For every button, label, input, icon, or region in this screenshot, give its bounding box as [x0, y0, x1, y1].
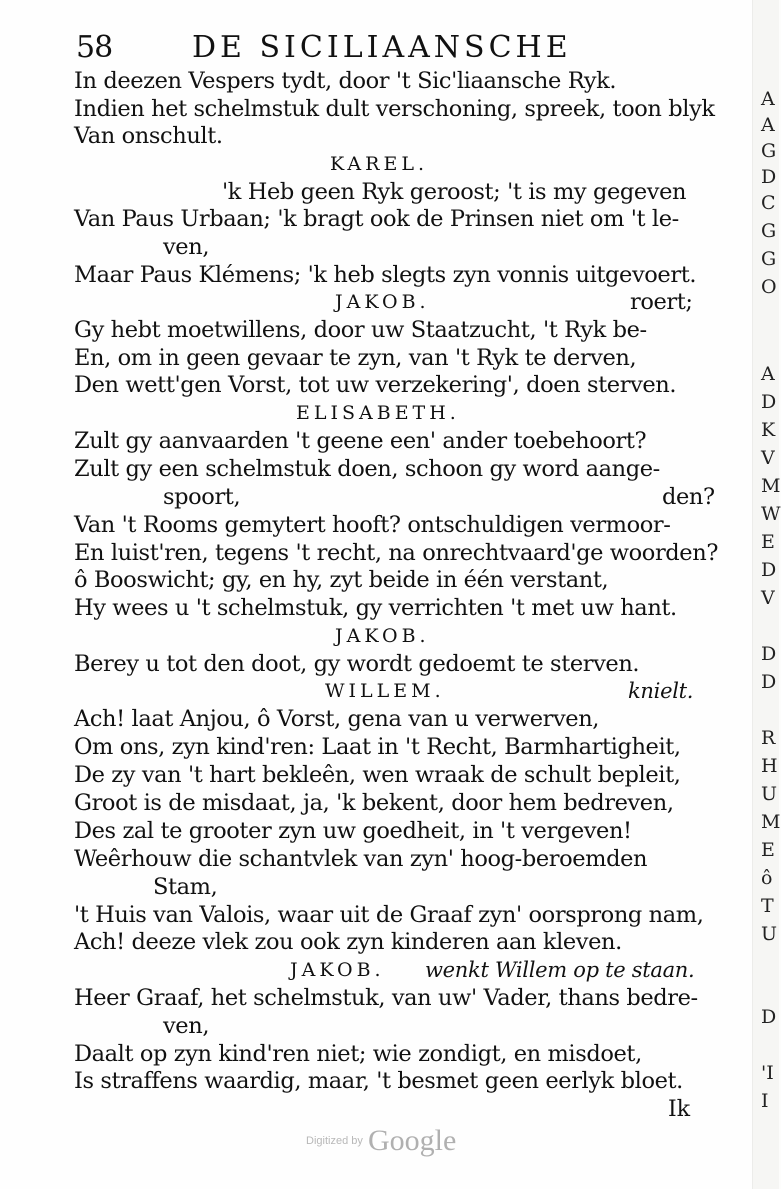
margin-letter: V [761, 587, 775, 609]
margin-letter: T [761, 895, 774, 917]
running-title: DE SICILIAANSCHE [192, 30, 572, 65]
margin-letter: D [761, 1006, 777, 1028]
speaker-label: JAKOB. [335, 625, 430, 647]
margin-letter: K [761, 419, 776, 441]
text-line: Groot is de misdaat, ja, 'k bekent, door hem bedreven, [74, 790, 674, 816]
text-line: roert; [630, 289, 693, 315]
margin-letter: A [761, 88, 775, 110]
text-line: 't Huis van Valois, waar uit de Graaf zyn' oorsprong nam, [74, 902, 704, 928]
speaker-label: ELISABETH. [296, 402, 460, 424]
text-line: Maar Paus Klémens; 'k heb slegts zyn vonnis uitgevoert. [74, 262, 697, 288]
text-line: ven, [163, 1013, 210, 1039]
text-line: spoort, [163, 484, 241, 510]
stage-direction: wenkt Willem op te staan. [425, 958, 695, 982]
margin-letter: I [761, 1090, 769, 1112]
margin-letter: V [761, 447, 775, 469]
margin-letter: G [761, 140, 777, 162]
text-line: Indien het schelmstuk dult verschoning, spreek, toon blyk [74, 96, 715, 122]
text-line: Daalt op zyn kind'ren niet; wie zondigt, en misdoet, [74, 1041, 642, 1067]
text-line: Ach! laat Anjou, ô Vorst, gena van u verwerven, [74, 706, 600, 732]
digitized-label: Digitized by [306, 1135, 363, 1147]
text-line: Berey u tot den doot, gy wordt gedoemt te sterven. [74, 651, 640, 677]
margin-letter: A [761, 114, 775, 136]
margin-letter: C [761, 192, 776, 214]
page-number: 58 [76, 30, 113, 65]
text-line: ven, [163, 234, 210, 260]
text-line: den? [662, 484, 715, 510]
speaker-label: WILLEM. [325, 680, 445, 702]
margin-letter: M [761, 811, 781, 833]
margin-letter: ô [761, 867, 773, 889]
margin-letter: A [761, 363, 775, 385]
text-line: Gy hebt moetwillens, door uw Staatzucht, 't Ryk be- [74, 317, 647, 343]
text-line: Den wett'gen Vorst, tot uw verzekering', doen sterven. [74, 372, 677, 398]
text-line: Ach! deeze vlek zou ook zyn kinderen aan kleven. [74, 929, 622, 955]
text-line: Zult gy een schelmstuk doen, schoon gy word aange- [74, 456, 660, 482]
text-line: Van 't Rooms gemytert hooft? ontschuldigen vermoor- [74, 512, 671, 538]
margin-letter: U [761, 783, 778, 805]
text-line: Van onschult. [74, 123, 223, 149]
text-line: Van Paus Urbaan; 'k bragt ook de Prinsen niet om 't le- [74, 206, 679, 232]
text-line: En, om in geen gevaar te zyn, van 't Ryk te derven, [74, 345, 637, 371]
text-line: Weêrhouw die schantvlek van zyn' hoog-beroemden [74, 846, 648, 872]
text-line: In deezen Vespers tydt, door 't Sic'liaansche Ryk. [74, 68, 617, 94]
margin-letter: O [761, 276, 777, 298]
text-line: ô Booswicht; gy, en hy, zyt beide in één verstant, [74, 567, 609, 593]
text-line: Zult gy aanvaarden 't geene een' ander toebehoort? [74, 428, 647, 454]
text-line: 'k Heb geen Ryk geroost; 't is my gegeven [222, 179, 687, 205]
margin-letter: R [761, 727, 776, 749]
margin-letter: U [761, 923, 778, 945]
margin-letter: W [761, 503, 781, 525]
margin-letter: M [761, 475, 781, 497]
speaker-label: JAKOB. [290, 959, 385, 981]
speaker-label: JAKOB. [335, 291, 430, 313]
margin-letter: G [761, 248, 777, 270]
margin-letter: G [761, 220, 777, 242]
margin-letter: E [761, 531, 775, 553]
google-logo: Google [367, 1124, 457, 1157]
margin-letter: D [761, 671, 777, 693]
text-line: De zy van 't hart bekleên, wen wraak de schult bepleit, [74, 762, 681, 788]
text-line: Is straffens waardig, maar, 't besmet geen eerlyk bloet. [74, 1068, 683, 1094]
catchword: Ik [668, 1097, 691, 1122]
margin-letter: H [761, 755, 778, 777]
text-line: En luist'ren, tegens 't recht, na onrechtvaard'ge woorden? [74, 540, 718, 566]
stage-direction: knielt. [628, 679, 694, 703]
text-line: Om ons, zyn kind'ren: Laat in 't Recht, Barmhartigheit, [74, 734, 681, 760]
margin-letter: D [761, 391, 777, 413]
margin-letter: D [761, 166, 777, 188]
text-line: Des zal te grooter zyn uw goedheit, in 't vergeven! [74, 818, 632, 844]
digitized-watermark [306, 1124, 456, 1158]
speaker-label: KAREL. [330, 153, 428, 175]
margin-letter: D [761, 643, 777, 665]
text-line: Heer Graaf, het schelmstuk, van uw' Vader, thans bedre- [74, 985, 698, 1011]
margin-letter: D [761, 559, 777, 581]
facing-page-margin [761, 80, 781, 1160]
margin-letter: E [761, 839, 775, 861]
text-line: Stam, [153, 874, 218, 900]
margin-letter: 'I [761, 1062, 774, 1084]
text-line: Hy wees u 't schelmstuk, gy verrichten 't met uw hant. [74, 595, 677, 621]
